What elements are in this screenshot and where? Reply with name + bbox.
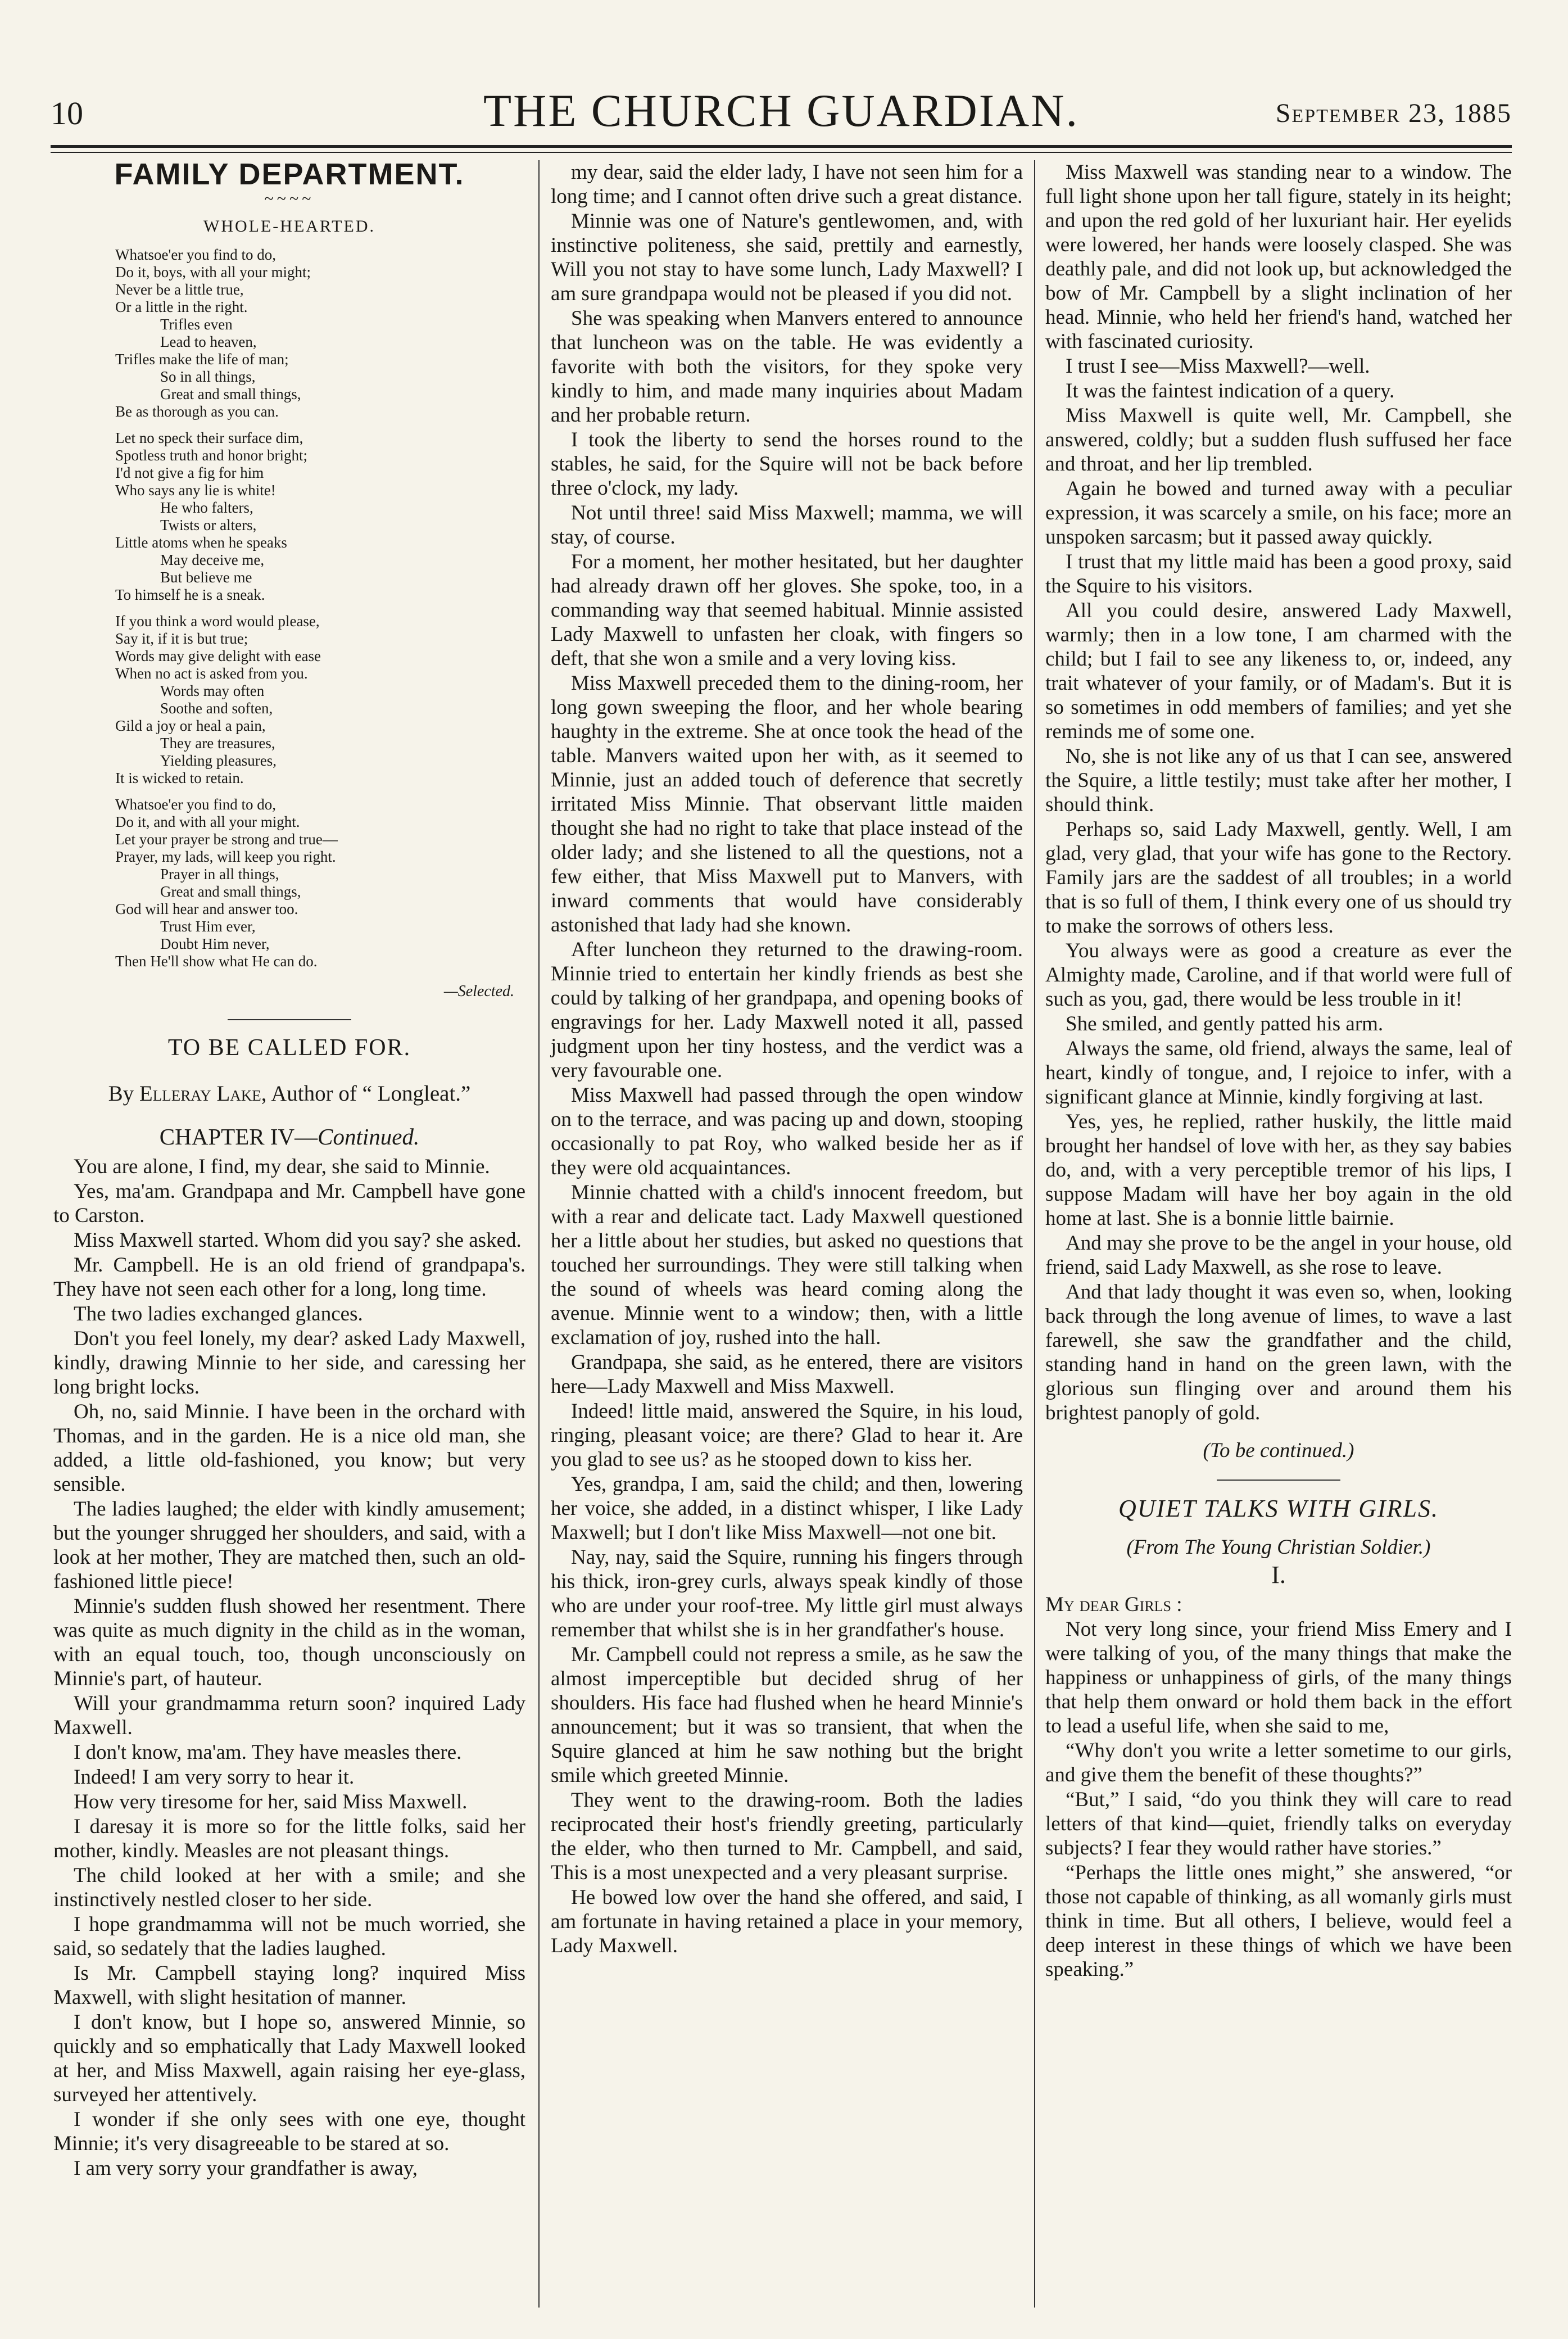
poem-line: Little atoms when he speaks xyxy=(115,534,287,551)
section-divider xyxy=(1217,1480,1340,1481)
poem-line: To himself he is a sneak. xyxy=(115,586,265,603)
paragraph: I don't know, ma'am. They have measles there. xyxy=(74,1741,462,1764)
paragraph: Don't you feel lonely, my dear? asked Lady Maxwell, kindly, drawing Minnie to her side, and caressing her long bright locks. xyxy=(53,1327,525,1399)
masthead-rule xyxy=(51,145,1512,148)
poem-line: Great and small things, xyxy=(160,386,301,402)
paragraph: I daresay it is more so for the little folks, said her mother, kindly. Measles are not pleasant things. xyxy=(53,1815,525,1862)
poem-line: Trifles even xyxy=(160,316,233,333)
poem-line: Do it, boys, with all your might; xyxy=(115,264,311,281)
paragraph: He bowed low over the hand she offered, and said, I am fortunate in having retained a place in your memory, Lady Maxwell. xyxy=(551,1886,1023,1957)
paragraph: Perhaps so, said Lady Maxwell, gently. Well, I am glad, very glad, that your wife has gone to the Rectory. Family jars are the saddest of all troubles; in a world that is so full of them, I think every one of us should try to make the sorrows of others less. xyxy=(1045,818,1512,938)
story-paragraphs-col2 xyxy=(551,160,1023,1958)
issue-date: September 23, 1885 xyxy=(1275,98,1512,128)
story-byline xyxy=(53,1082,525,1106)
paragraph: Nay, nay, said the Squire, running his fingers through his thick, iron-grey curls, always speak kindly of those who are under your roof-tree. My little girl must always remember that whilst she is in her grandfather's house. xyxy=(551,1546,1023,1641)
masthead-rule-thin xyxy=(51,152,1512,153)
poem-line: Let no speck their surface dim, xyxy=(115,429,303,446)
paragraph: I am very sorry your grandfather is away, xyxy=(74,2157,418,2180)
poem-stanza xyxy=(115,613,525,787)
poem-line: I'd not give a fig for him xyxy=(115,464,264,481)
paragraph: Minnie was one of Nature's gentlewomen, and, with instinctive politeness, she said, prettily and earnestly, Will you not stay to have some lunch, Lady Maxwell? I am sure grandpapa would not be pleased if you did not. xyxy=(551,210,1023,305)
paragraph: Not very long since, your friend Miss Emery and I were talking of you, of the many things that make the happiness or unhappiness of girls, of the many things that help them onward or hold them back in the effort to lead a useful life, when she said to me, xyxy=(1045,1618,1512,1738)
column-2 xyxy=(551,160,1023,1958)
paragraph: I hope grandmamma will not be much worried, she said, so sedately that the ladies laughed. xyxy=(53,1913,525,1960)
poem-line: Trust Him ever, xyxy=(160,918,256,935)
paragraph: Grandpapa, she said, as he entered, there are visitors here—Lady Maxwell and Miss Maxwell. xyxy=(551,1351,1023,1398)
paragraph: Will your grandmamma return soon? inquired Lady Maxwell. xyxy=(53,1692,525,1739)
story-title: TO BE CALLED FOR. xyxy=(167,1035,411,1061)
poem-stanza xyxy=(115,246,525,420)
poem-title: WHOLE-HEARTED. xyxy=(203,217,375,236)
poem-line: Never be a little true, xyxy=(115,281,244,298)
paragraph: The child looked at her with a smile; and she instinctively nestled closer to her side. xyxy=(53,1864,525,1911)
paragraph: Again he bowed and turned away with a peculiar expression, it was scarcely a smile, on his face; more an unspoken sarcasm; but it passed away quickly. xyxy=(1045,477,1512,549)
paragraph: Yes, yes, he replied, rather huskily, the little maid brought her handsel of love with her, as they say babies do, and, with a very perceptible tremor of his lips, I suppose Madam will have her boy again in the old home at last. She is a bonnie little bairnie. xyxy=(1045,1110,1512,1230)
paragraph: Not until three! said Miss Maxwell; mamma, we will stay, of course. xyxy=(551,501,1023,549)
heading-ornament: ~~~~ xyxy=(264,189,315,208)
column-rule-2 xyxy=(1034,160,1035,2308)
poem-line: Trifles make the life of man; xyxy=(115,351,289,368)
family-department-heading: FAMILY DEPARTMENT. xyxy=(114,157,465,191)
poem-line: Spotless truth and honor bright; xyxy=(115,447,307,464)
poem-line: Gild a joy or heal a pain, xyxy=(115,717,266,734)
poem-line: When no act is asked from you. xyxy=(115,665,308,682)
poem-line: Whatsoe'er you find to do, xyxy=(115,246,277,263)
paragraph: She was speaking when Manvers entered to announce that luncheon was on the table. He was evidently a favorite with both the visitors, for they spoke very kindly to him, and made many inquiries about Madam and her probable return. xyxy=(551,307,1023,427)
paragraph: She smiled, and gently patted his arm. xyxy=(1066,1012,1384,1035)
paragraph: Yes, ma'am. Grandpapa and Mr. Campbell have gone to Carston. xyxy=(53,1180,525,1227)
paragraph: Yes, grandpa, I am, said the child; and then, lowering her voice, she added, in a distinct whisper, I like Lady Maxwell; but I don't like Miss Maxwell—not one bit. xyxy=(551,1473,1023,1544)
poem-line: If you think a word would please, xyxy=(115,613,320,630)
poem-line: Prayer in all things, xyxy=(160,866,279,883)
paragraph: You always were as good a creature as ever the Almighty made, Caroline, and if that world were full of such as you, gad, there would be less trouble in it! xyxy=(1045,939,1512,1011)
poem-line: Then He'll show what He can do. xyxy=(115,953,318,970)
paragraph: Mr. Campbell. He is an old friend of grandpapa's. They have not seen each other for a long, long time. xyxy=(53,1254,525,1301)
paragraph: “Perhaps the little ones might,” she answered, “or those not capable of thinking, as all womanly girls must think in time. But all others, I believe, would feel a deep interest in these things of which we have been speaking.” xyxy=(1045,1861,1512,1981)
page-number: 10 xyxy=(51,95,83,132)
poem-line: Yielding pleasures, xyxy=(160,752,277,769)
masthead xyxy=(51,84,1512,146)
byline-prefix: By xyxy=(108,1082,134,1106)
poem-line: Be as thorough as you can. xyxy=(115,403,279,420)
poem-line: It is wicked to retain. xyxy=(115,770,244,786)
paragraph: Oh, no, said Minnie. I have been in the orchard with Thomas, and in the garden. He is a nice old man, she added, a little old-fashioned, you know; but very sensible. xyxy=(53,1400,525,1496)
poem-line: Prayer, my lads, will keep you right. xyxy=(115,848,336,865)
byline-suffix: , Author of “ Longleat.” xyxy=(261,1082,471,1106)
paragraph: “But,” I said, “do you think they will care to read letters of that kind—quiet, friendly talks on everyday subjects? I fear they would rather have stories.” xyxy=(1045,1788,1512,1860)
paragraph: I trust I see—Miss Maxwell?—well. xyxy=(1066,355,1370,378)
paragraph: For a moment, her mother hesitated, but her daughter had already drawn off her gloves. She spoke, too, in a commanding way that seemed habitual. Minnie assisted Lady Maxwell to unfasten her cloak, with fingers so deft, that she won a smile and a very loving kiss. xyxy=(551,550,1023,670)
quiet-talks-source: (From The Young Christian Soldier.) xyxy=(1126,1536,1431,1559)
poem-line: Words may give delight with ease xyxy=(115,648,321,664)
byline-author: Elleray Lake xyxy=(139,1082,261,1106)
poem-line: Great and small things, xyxy=(160,883,301,900)
paragraph: I don't know, but I hope so, answered Minnie, so quickly and so emphatically that Lady Maxwell looked at her, and Miss Maxwell, again raising her eye-glass, surveyed her attentively. xyxy=(53,2011,525,2106)
poem-attribution: —Selected. xyxy=(443,983,514,1000)
paragraph: You are alone, I find, my dear, she said to Minnie. xyxy=(74,1155,490,1178)
poem-line: But believe me xyxy=(160,569,252,586)
quiet-talks-title: QUIET TALKS WITH GIRLS. xyxy=(1118,1495,1439,1522)
quiet-talks-paragraphs xyxy=(1045,1617,1512,1981)
chapter-number: CHAPTER IV— xyxy=(159,1124,318,1150)
quiet-talks-salutation: My dear Girls : xyxy=(1045,1593,1182,1616)
paragraph: After luncheon they returned to the drawing-room. Minnie tried to entertain her kindly friends as best she could by talking of her grandpapa, and opening books of engravings for her. Lady Maxwell noted it all, passed judgment upon her tiny hostess, and the verdict was a very favourable one. xyxy=(551,938,1023,1082)
paragraph: Miss Maxwell had passed through the open window on to the terrace, and was pacing up and down, stooping occasionally to pat Roy, who walked beside her as if they were old acquaintances. xyxy=(551,1084,1023,1179)
paragraph: And that lady thought it was even so, when, looking back through the long avenue of limes, to wave a last farewell, she saw the grandfather and the child, standing hand in hand on the green lawn, with the glorious sun flinging over and around them his brightest panoply of gold. xyxy=(1045,1281,1512,1424)
paragraph: Mr. Campbell could not repress a smile, as he saw the almost imperceptible but decided shrug of her shoulders. His face had flushed when he heard Minnie's announcement; but it was so transient, that when the Squire glanced at him he saw nothing but the bright smile which greeted Minnie. xyxy=(551,1643,1023,1787)
poem-line: Who says any lie is white! xyxy=(115,482,276,499)
paragraph: And may she prove to be the angel in your house, old friend, said Lady Maxwell, as she rose to leave. xyxy=(1045,1232,1512,1279)
poem-line: Lead to heaven, xyxy=(160,333,257,350)
paragraph: They went to the drawing-room. Both the ladies reciprocated their host's friendly greeting, particularly the elder, who then turned to Mr. Campbell, and said, This is a most unexpected and a very pleasant surprise. xyxy=(551,1789,1023,1884)
poem-line: Do it, and with all your might. xyxy=(115,813,300,830)
paragraph: I wonder if she only sees with one eye, thought Minnie; it's very disagreeable to be stared at so. xyxy=(53,2108,525,2155)
paragraph: Miss Maxwell was standing near to a window. The full light shone upon her tall figure, stately in its height; and upon the red gold of her luxuriant hair. Her eyelids were lowered, her hands were loosely clasped. She was deathly pale, and did not look up, but acknowledged the bow of Mr. Campbell by a slight inclination of her head. Minnie, who held her friend's hand, watched her with fascinated curiosity. xyxy=(1045,161,1512,353)
paragraph: Indeed! little maid, answered the Squire, in his loud, ringing, pleasant voice; are there? Glad to hear it. Are you glad to see us? as he stooped down to kiss her. xyxy=(551,1400,1023,1471)
poem-line: So in all things, xyxy=(160,368,256,385)
poem-line: God will hear and answer too. xyxy=(115,901,298,917)
poem-stanza xyxy=(115,429,525,604)
paragraph: my dear, said the elder lady, I have not seen him for a long time; and I cannot often drive such a great distance. xyxy=(551,161,1023,208)
paragraph: “Why don't you write a letter sometime to our girls, and give them the benefit of these thoughts?” xyxy=(1045,1739,1512,1786)
chapter-note: Continued. xyxy=(318,1124,420,1150)
paragraph: No, she is not like any of us that I can see, answered the Squire, a little testily; must take after her mother, I should think. xyxy=(1045,745,1512,816)
story-paragraphs-col3 xyxy=(1045,160,1512,1425)
poem-line: Whatsoe'er you find to do, xyxy=(115,796,277,813)
quiet-talks-numeral: I. xyxy=(1271,1561,1286,1589)
poem-line: Soothe and soften, xyxy=(160,700,273,717)
poem-stanza xyxy=(115,796,525,970)
paragraph: Indeed! I am very sorry to hear it. xyxy=(74,1766,355,1789)
paragraph: Minnie chatted with a child's innocent freedom, but with a rear and delicate tact. Lady Maxwell questioned her a little about her studies, but asked no questions that touched her surroundings. They were still talking when the sound of wheels was heard coming along the avenue. Minnie went to a window; then, with a little exclamation of joy, rushed into the hall. xyxy=(551,1181,1023,1349)
poem-line: They are treasures, xyxy=(160,735,275,752)
poem-line: Let your prayer be strong and true— xyxy=(115,831,338,848)
paragraph: Miss Maxwell is quite well, Mr. Campbell, she answered, coldly; but a sudden flush suffused her face and throat, and her lip trembled. xyxy=(1045,404,1512,476)
to-be-continued: (To be continued.) xyxy=(1203,1439,1354,1462)
paragraph: All you could desire, answered Lady Maxwell, warmly; then in a low tone, I am charmed with the child; but I fail to see any likeness to, or, indeed, any trait whatever of your family, or of Madam's. But it is so sometimes in odd members of families; and yet she reminds me of some one. xyxy=(1045,599,1512,743)
story-paragraphs-col1 xyxy=(53,1155,525,2180)
poem-line: May deceive me, xyxy=(160,551,265,568)
poem-line: He who falters, xyxy=(160,499,253,516)
column-1 xyxy=(53,157,525,2181)
poem-line: Say it, if it is but true; xyxy=(115,630,248,647)
poem xyxy=(115,246,525,970)
paragraph: It was the faintest indication of a query. xyxy=(1066,379,1395,402)
paragraph: I trust that my little maid has been a good proxy, said the Squire to his visitors. xyxy=(1045,550,1512,598)
paragraph: Always the same, old friend, always the same, leal of heart, kindly of tongue, and, I rejoice to infer, with a significant glance at Minnie, kindly forgiving at last. xyxy=(1045,1037,1512,1109)
poem-line: Twists or alters, xyxy=(160,517,257,533)
column-3 xyxy=(1045,160,1512,1982)
section-divider xyxy=(228,1019,351,1020)
paragraph: Miss Maxwell started. Whom did you say? she asked. xyxy=(74,1229,522,1252)
poem-line: Words may often xyxy=(160,682,265,699)
chapter-heading xyxy=(53,1125,525,1149)
paragraph: Miss Maxwell preceded them to the dining-room, her long gown sweeping the floor, and her whole bearing haughty in the extreme. She at once took the head of the table. Manvers waited upon her with, as it seemed to Minnie, just an added touch of deference that secretly irritated Miss Minnie. That observant little maiden thought she had no right to take that place instead of the older lady; and she listened to all the questions, not a few either, that Miss Maxwell put to Manvers, with inward comments that would have considerably astonished that lady had she known. xyxy=(551,672,1023,936)
paragraph: Is Mr. Campbell staying long? inquired Miss Maxwell, with slight hesitation of manner. xyxy=(53,1962,525,2009)
column-rule-1 xyxy=(538,160,540,2308)
poem-line: Doubt Him never, xyxy=(160,935,270,952)
poem-line: Or a little in the right. xyxy=(115,298,248,315)
paragraph: The ladies laughed; the elder with kindly amusement; but the younger shrugged her shoulders, and said, with a look at her mother, They are matched then, such an old-fashioned little piece! xyxy=(53,1497,525,1593)
paragraph: How very tiresome for her, said Miss Maxwell. xyxy=(74,1790,468,1813)
paragraph: I took the liberty to send the horses round to the stables, he said, for the Squire will not be back before three o'clock, my lady. xyxy=(551,428,1023,500)
paper-title: THE CHURCH GUARDIAN. xyxy=(483,85,1079,136)
paragraph: Minnie's sudden flush showed her resentment. There was quite as much dignity in the child as in the woman, with an equal touch, too, though unconsciously on Minnie's part, of hauteur. xyxy=(53,1595,525,1690)
paragraph: The two ladies exchanged glances. xyxy=(74,1302,363,1325)
